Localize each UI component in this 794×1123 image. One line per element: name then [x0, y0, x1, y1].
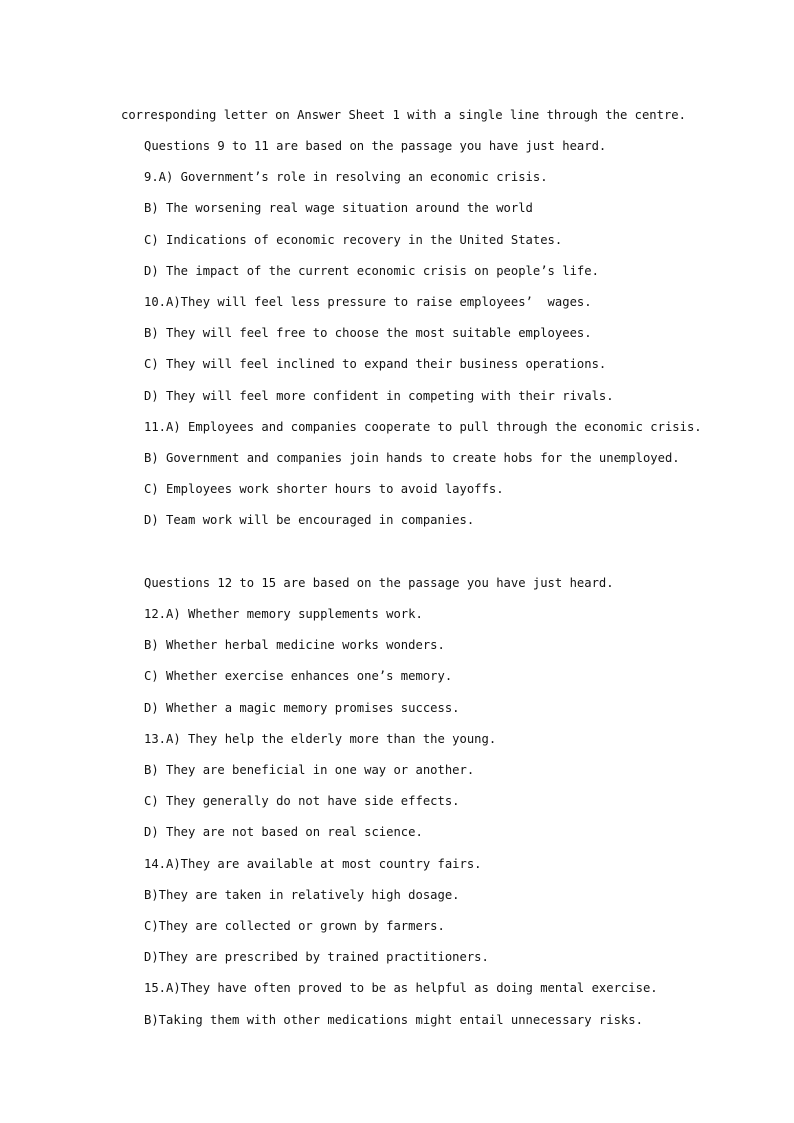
question-9-option-a: 9.A) Government’s role in resolving an economic crisis. — [144, 170, 548, 184]
question-11-option-d: D) Team work will be encouraged in companies. — [144, 513, 475, 527]
question-13-option-b: B) They are beneficial in one way or another. — [144, 763, 475, 777]
section-heading-q9-11: Questions 9 to 11 are based on the passage you have just heard. — [144, 139, 607, 153]
question-10-option-c: C) They will feel inclined to expand their business operations. — [144, 357, 607, 371]
question-13-option-c: C) They generally do not have side effects. — [144, 794, 460, 808]
question-10-option-d: D) They will feel more confident in competing with their rivals. — [144, 389, 614, 403]
question-14-option-a: 14.A)They are available at most country fairs. — [144, 857, 482, 871]
question-13-option-a: 13.A) They help the elderly more than the young. — [144, 732, 497, 746]
question-14-option-c: C)They are collected or grown by farmers. — [144, 919, 445, 933]
intro-line: corresponding letter on Answer Sheet 1 with a single line through the centre. — [121, 108, 686, 122]
question-15-option-a: 15.A)They have often proved to be as helpful as doing mental exercise. — [144, 981, 658, 995]
section-heading-q12-15: Questions 12 to 15 are based on the passage you have just heard. — [144, 576, 614, 590]
question-11-option-a: 11.A) Employees and companies cooperate to pull through the economic crisis. — [144, 420, 702, 434]
question-9-option-b: B) The worsening real wage situation around the world — [144, 201, 533, 215]
question-10-option-b: B) They will feel free to choose the most suitable employees. — [144, 326, 592, 340]
question-12-option-c: C) Whether exercise enhances one’s memory. — [144, 669, 453, 683]
question-9-option-d: D) The impact of the current economic crisis on people’s life. — [144, 264, 599, 278]
question-14-option-b: B)They are taken in relatively high dosage. — [144, 888, 460, 902]
question-13-option-d: D) They are not based on real science. — [144, 825, 423, 839]
question-15-option-b: B)Taking them with other medications might entail unnecessary risks. — [144, 1013, 643, 1027]
question-14-option-d: D)They are prescribed by trained practitioners. — [144, 950, 489, 964]
question-10-option-a: 10.A)They will feel less pressure to raise employees’ wages. — [144, 295, 592, 309]
question-12-option-a: 12.A) Whether memory supplements work. — [144, 607, 423, 621]
question-12-option-b: B) Whether herbal medicine works wonders. — [144, 638, 445, 652]
question-11-option-b: B) Government and companies join hands to create hobs for the unemployed. — [144, 451, 680, 465]
question-9-option-c: C) Indications of economic recovery in the United States. — [144, 233, 563, 247]
question-11-option-c: C) Employees work shorter hours to avoid layoffs. — [144, 482, 504, 496]
question-12-option-d: D) Whether a magic memory promises success. — [144, 701, 460, 715]
